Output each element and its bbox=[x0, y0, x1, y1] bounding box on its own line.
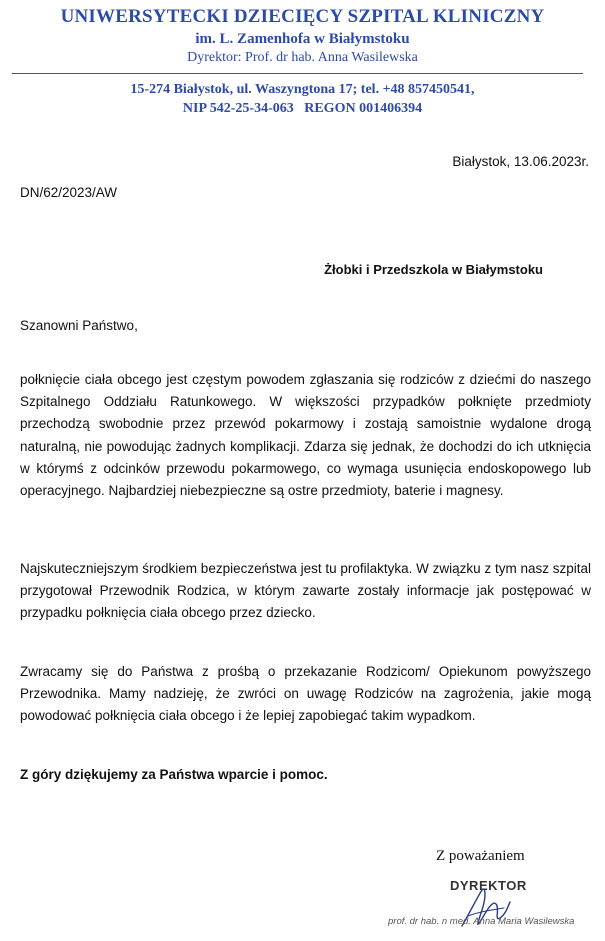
body-paragraph-3: Zwracamy się do Państwa z prośbą o przekazanie Rodzicom/ Opiekunom powyższego Przewodnika. Mamy nadzieję, że zwróci on uwagę Rodziców na zagrożenia, jakie mogą powodować połknięcia ciała obcego i że lepiej zapobiegać takim wypadkom. bbox=[20, 664, 591, 724]
header-address bbox=[0, 80, 605, 118]
institution-name: UNIWERSYTECKI DZIECIĘCY SZPITAL KLINICZNY bbox=[60, 6, 545, 27]
closing: Z poważaniem bbox=[436, 848, 525, 864]
recipient: Żłobki i Przedszkola w Białymstoku bbox=[324, 262, 543, 277]
place-and-date: Białystok, 13.06.2023r. bbox=[452, 154, 589, 169]
institution-patron: im. L. Zamenhofa w Białymstoku bbox=[195, 31, 410, 47]
thanks-line: Z góry dziękujemy za Państwa wparcie i pomoc. bbox=[20, 767, 328, 782]
body-paragraph-2: Najskuteczniejszym środkiem bezpieczeństwa jest tu profilaktyka. W związku z tym nasz szpital przygotował Przewodnik Rodzica, w którym zawarte zostały informacje jak postępować w przypadku połknięcia ciała obcego przez dziecko. bbox=[20, 561, 591, 621]
reference-number: DN/62/2023/AW bbox=[20, 185, 118, 200]
header-divider bbox=[12, 73, 583, 74]
salutation: Szanowni Państwo, bbox=[20, 318, 138, 333]
director-line: Dyrektor: Prof. dr hab. Anna Wasilewska bbox=[187, 50, 418, 65]
stamp-name: prof. dr hab. n med. Anna Maria Wasilewska bbox=[388, 916, 575, 927]
registry-line: NIP 542-25-34-063 REGON 001406394 bbox=[182, 101, 423, 116]
body-paragraph-1: połknięcie ciała obcego jest częstym powodem zgłaszania się rodziców z dziećmi do naszego Szpitalnego Oddziału Ratunkowego. W większości przypadków połknięte przedmioty przechodzą swobodnie przez przewód pokarmowy i zostają samoistnie wydalone drogą naturalną, nie powodując żadnych komplikacji. Zdarza się jednak, że dochodzi do ich utknięcia w którymś z odcinków przewodu pokarmowego, co wymaga usunięcia endoskopowego lub operacyjnego. Najbardziej niebezpieczne są ostre przedmioty, baterie i magnesy. bbox=[20, 372, 591, 499]
address-line: 15-274 Białystok, ul. Waszyngtona 17; tel. +48 857450541, bbox=[130, 82, 475, 97]
director-stamp: DYREKTOR bbox=[450, 878, 527, 893]
